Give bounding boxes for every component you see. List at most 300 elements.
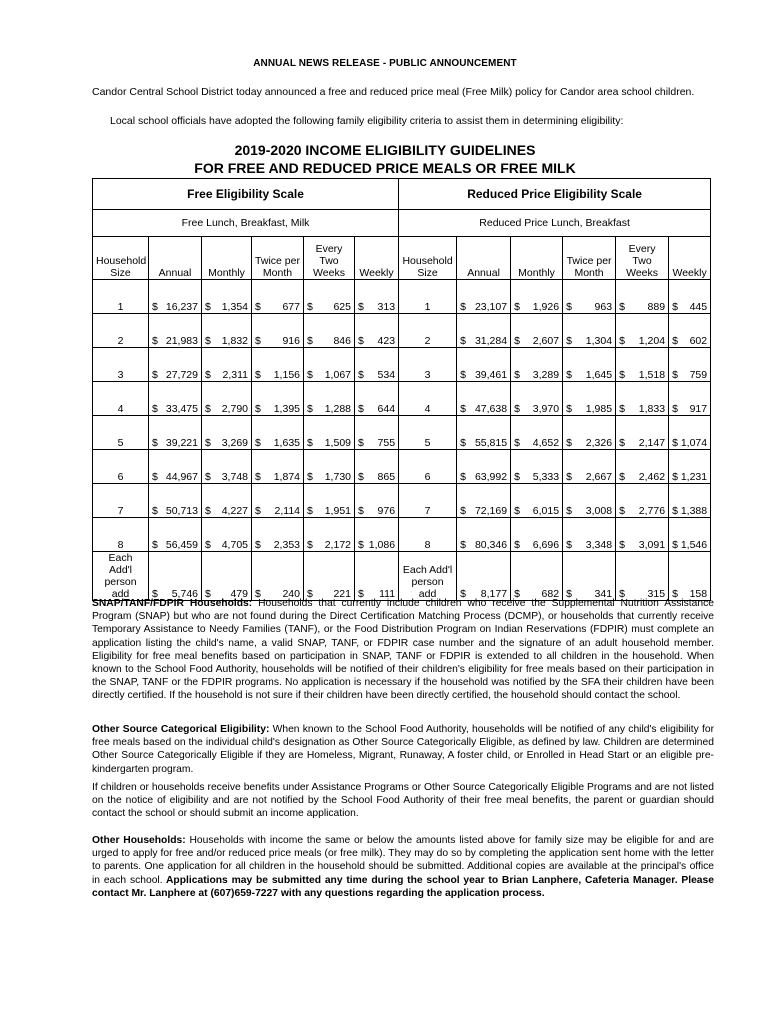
reduced-twice-cell — [563, 450, 616, 484]
amount: 2,172 — [324, 539, 351, 551]
amount: 677 — [282, 301, 300, 313]
amount: 4,705 — [221, 539, 248, 551]
reduced-header-size: Household Size — [399, 237, 457, 280]
reduced-header-annual: Annual — [457, 237, 511, 280]
amount: 2,462 — [638, 471, 666, 483]
currency-symbol: $ — [307, 539, 313, 551]
free-every-cell — [304, 484, 355, 518]
free-header-monthly: Monthly — [202, 237, 252, 280]
currency-symbol: $ — [672, 588, 678, 600]
currency-symbol: $ — [460, 301, 466, 313]
amount: 644 — [377, 403, 396, 415]
currency-symbol: $ — [255, 539, 261, 551]
other-source-body: When known to the School Food Authority, households will be notified of any child's eligibility for free meals based on the individual child's designation as Other Source Categorically Eligible, as defined by law. Children are determined Other Source Categorically Eligible if they are Homeless, Migrant, Runaway, A foster child, or Enrolled in Head Start or an eligible pre-kindergarten program. — [92, 724, 715, 775]
reduced-monthly-cell — [511, 518, 563, 552]
reduced-header-every: Every Two Weeks — [616, 237, 669, 280]
free-every-cell — [304, 314, 355, 348]
free-weekly-cell — [355, 348, 399, 382]
currency-symbol: $ — [460, 505, 466, 517]
amount: 3,348 — [585, 539, 613, 551]
free-monthly-cell — [202, 314, 252, 348]
free-weekly-cell — [355, 416, 399, 450]
currency-symbol: $ — [672, 505, 678, 517]
free-additional-person-label: Each Add'l person add — [93, 552, 149, 601]
reduced-annual-cell — [457, 518, 511, 552]
free-header-twice: Twice per Month — [252, 237, 304, 280]
reduced-twice-cell — [563, 280, 616, 314]
amount: 1,730 — [324, 471, 351, 483]
currency-symbol: $ — [566, 301, 572, 313]
free-every-cell — [304, 518, 355, 552]
currency-symbol: $ — [672, 437, 678, 449]
free-every-cell — [304, 382, 355, 416]
currency-symbol: $ — [358, 471, 364, 483]
amount: 2,790 — [221, 403, 248, 415]
amount: 2,776 — [638, 505, 666, 517]
amount: 2,147 — [638, 437, 666, 449]
reduced-monthly-cell — [511, 280, 563, 314]
currency-symbol: $ — [152, 403, 158, 415]
amount: 50,713 — [165, 505, 198, 517]
currency-symbol: $ — [460, 471, 466, 483]
amount: 72,169 — [474, 505, 508, 517]
snap-paragraph — [92, 597, 714, 703]
reduced-twice-cell — [563, 382, 616, 416]
amount: 3,289 — [532, 369, 560, 381]
currency-symbol: $ — [152, 539, 158, 551]
reduced-twice-cell — [563, 484, 616, 518]
reduced-weekly-cell — [669, 280, 711, 314]
reduced-weekly-cell — [669, 314, 711, 348]
free-annual-cell — [149, 314, 202, 348]
currency-symbol: $ — [619, 539, 625, 551]
amount: 1,086 — [368, 539, 396, 551]
currency-symbol: $ — [619, 471, 625, 483]
currency-symbol: $ — [460, 335, 466, 347]
free-add-twice-cell — [252, 552, 304, 601]
amount: 341 — [594, 588, 613, 600]
free-scale-title: Free Eligibility Scale — [93, 179, 399, 210]
reduced-twice-cell — [563, 416, 616, 450]
reduced-add-every-cell — [616, 552, 669, 601]
reduced-scale-subtitle: Reduced Price Lunch, Breakfast — [399, 210, 711, 237]
amount: 759 — [689, 369, 708, 381]
amount: 2,114 — [274, 505, 300, 517]
table-row — [93, 450, 711, 484]
amount: 4,227 — [221, 505, 248, 517]
amount: 963 — [594, 301, 613, 313]
currency-symbol: $ — [566, 437, 572, 449]
amount: 1,645 — [585, 369, 613, 381]
currency-symbol: $ — [255, 505, 261, 517]
reduced-household-size: 3 — [399, 348, 457, 382]
currency-symbol: $ — [255, 471, 261, 483]
amount: 1,874 — [273, 471, 300, 483]
amount: 39,221 — [165, 437, 198, 449]
amount: 602 — [689, 335, 708, 347]
free-twice-cell — [252, 484, 304, 518]
currency-symbol: $ — [514, 335, 520, 347]
amount: 1,985 — [585, 403, 613, 415]
currency-symbol: $ — [514, 539, 520, 551]
free-monthly-cell — [202, 518, 252, 552]
amount: 8,177 — [480, 588, 508, 600]
free-twice-cell — [252, 450, 304, 484]
currency-symbol: $ — [672, 403, 678, 415]
currency-symbol: $ — [255, 403, 261, 415]
currency-symbol: $ — [514, 301, 520, 313]
reduced-weekly-cell — [669, 416, 711, 450]
currency-symbol: $ — [619, 301, 625, 313]
currency-symbol: $ — [514, 369, 520, 381]
table-row — [93, 518, 711, 552]
amount: 1,156 — [273, 369, 300, 381]
reduced-monthly-cell — [511, 382, 563, 416]
free-annual-cell — [149, 348, 202, 382]
free-annual-cell — [149, 484, 202, 518]
currency-symbol: $ — [619, 505, 625, 517]
free-weekly-cell — [355, 314, 399, 348]
currency-symbol: $ — [152, 369, 158, 381]
other-households-heading: Other Households: — [92, 835, 186, 846]
table-row — [93, 416, 711, 450]
amount: 315 — [647, 588, 666, 600]
amount: 479 — [230, 588, 248, 600]
reduced-every-cell — [616, 280, 669, 314]
free-every-cell — [304, 348, 355, 382]
additional-person-row — [93, 552, 711, 601]
free-household-size: 2 — [93, 314, 149, 348]
currency-symbol: $ — [672, 539, 678, 551]
reduced-household-size: 4 — [399, 382, 457, 416]
reduced-annual-cell — [457, 484, 511, 518]
currency-symbol: $ — [205, 539, 211, 551]
currency-symbol: $ — [205, 335, 211, 347]
amount: 6,696 — [532, 539, 560, 551]
amount: 1,067 — [324, 369, 351, 381]
free-annual-cell — [149, 450, 202, 484]
currency-symbol: $ — [255, 588, 261, 600]
reduced-annual-cell — [457, 348, 511, 382]
currency-symbol: $ — [205, 505, 211, 517]
amount: 1,354 — [221, 301, 248, 313]
free-add-weekly-cell — [355, 552, 399, 601]
amount: 1,288 — [324, 403, 351, 415]
free-add-annual-cell — [149, 552, 202, 601]
reduced-household-size: 8 — [399, 518, 457, 552]
currency-symbol: $ — [255, 369, 261, 381]
amount: 1,074 — [680, 437, 708, 449]
currency-symbol: $ — [205, 403, 211, 415]
free-add-every-cell — [304, 552, 355, 601]
amount: 1,395 — [273, 403, 300, 415]
other-households-body: Households with income the same or below the amounts listed above for family size may be eligible for and are urged to apply for free and/or reduced price meals (or free milk). They may do so by completing the application sent home with the letter to parents. One application for all children in the household should be submitted. Additional copies are available at the principal's office in each school. — [92, 835, 714, 886]
currency-symbol: $ — [307, 301, 313, 313]
amount: 33,475 — [165, 403, 198, 415]
currency-symbol: $ — [307, 335, 313, 347]
reduced-household-size: 5 — [399, 416, 457, 450]
reduced-add-monthly-cell — [511, 552, 563, 601]
amount: 3,091 — [638, 539, 666, 551]
reduced-every-cell — [616, 314, 669, 348]
currency-symbol: $ — [358, 505, 364, 517]
amount: 976 — [377, 505, 396, 517]
release-label: ANNUAL NEWS RELEASE - PUBLIC ANNOUNCEMENT — [253, 58, 517, 69]
currency-symbol: $ — [460, 403, 466, 415]
currency-symbol: $ — [255, 437, 261, 449]
amount: 1,635 — [273, 437, 300, 449]
amount: 6,015 — [532, 505, 560, 517]
notice-body: If children or households receive benefits under Assistance Programs or Other Source Categorically Eligible Programs and are not listed on the notice of eligibility and are not notified by the School Food Authority of their free meal benefits, the parent or guardian should contact the school or should submit an income application. — [92, 782, 714, 820]
amount: 625 — [333, 301, 351, 313]
amount: 755 — [377, 437, 396, 449]
amount: 1,231 — [680, 471, 708, 483]
currency-symbol: $ — [307, 437, 313, 449]
reduced-annual-cell — [457, 416, 511, 450]
eligibility-table — [92, 178, 711, 601]
application-contact: Applications may be submitted any time during the school year to Brian Lanphere, Cafeteria Manager. Please contact Mr. Lanphere at (607)659-7227 with any questions regarding the application process. — [92, 874, 714, 899]
reduced-weekly-cell — [669, 450, 711, 484]
reduced-weekly-cell — [669, 518, 711, 552]
amount: 917 — [689, 403, 708, 415]
reduced-household-size: 6 — [399, 450, 457, 484]
reduced-header-weekly: Weekly — [669, 237, 711, 280]
free-household-size: 7 — [93, 484, 149, 518]
free-household-size: 1 — [93, 280, 149, 314]
currency-symbol: $ — [255, 335, 261, 347]
currency-symbol: $ — [672, 301, 678, 313]
table-row — [93, 382, 711, 416]
reduced-monthly-cell — [511, 484, 563, 518]
free-annual-cell — [149, 518, 202, 552]
amount: 682 — [541, 588, 560, 600]
amount: 31,284 — [474, 335, 508, 347]
currency-symbol: $ — [205, 301, 211, 313]
amount: 1,388 — [680, 505, 708, 517]
currency-symbol: $ — [205, 437, 211, 449]
currency-symbol: $ — [152, 505, 158, 517]
amount: 2,353 — [273, 539, 300, 551]
reduced-header-twice: Twice per Month — [563, 237, 616, 280]
amount: 2,311 — [222, 369, 248, 381]
amount: 534 — [377, 369, 396, 381]
amount: 2,607 — [532, 335, 560, 347]
amount: 3,748 — [221, 471, 248, 483]
free-weekly-cell — [355, 382, 399, 416]
reduced-every-cell — [616, 450, 669, 484]
free-header-weekly: Weekly — [355, 237, 399, 280]
reduced-annual-cell — [457, 280, 511, 314]
table-row — [93, 280, 711, 314]
currency-symbol: $ — [619, 369, 625, 381]
currency-symbol: $ — [619, 403, 625, 415]
currency-symbol: $ — [566, 403, 572, 415]
amount: 1,509 — [324, 437, 351, 449]
reduced-twice-cell — [563, 314, 616, 348]
reduced-header-monthly: Monthly — [511, 237, 563, 280]
reduced-weekly-cell — [669, 484, 711, 518]
free-twice-cell — [252, 518, 304, 552]
free-household-size: 3 — [93, 348, 149, 382]
currency-symbol: $ — [514, 437, 520, 449]
amount: 16,237 — [165, 301, 198, 313]
table-row — [93, 314, 711, 348]
currency-symbol: $ — [566, 588, 572, 600]
currency-symbol: $ — [514, 471, 520, 483]
amount: 1,204 — [638, 335, 666, 347]
amount: 916 — [282, 335, 300, 347]
amount: 5,333 — [532, 471, 560, 483]
amount: 1,518 — [638, 369, 666, 381]
free-monthly-cell — [202, 280, 252, 314]
currency-symbol: $ — [358, 588, 364, 600]
currency-symbol: $ — [307, 471, 313, 483]
currency-symbol: $ — [460, 437, 466, 449]
amount: 3,008 — [585, 505, 613, 517]
currency-symbol: $ — [672, 369, 678, 381]
other-source-heading: Other Source Categorical Eligibility: — [92, 724, 270, 735]
currency-symbol: $ — [566, 471, 572, 483]
amount: 47,638 — [474, 403, 508, 415]
amount: 21,983 — [165, 335, 198, 347]
currency-symbol: $ — [205, 369, 211, 381]
currency-symbol: $ — [358, 369, 364, 381]
reduced-monthly-cell — [511, 348, 563, 382]
currency-symbol: $ — [358, 301, 364, 313]
reduced-weekly-cell — [669, 382, 711, 416]
free-header-every: Every Two Weeks — [304, 237, 355, 280]
amount: 80,346 — [474, 539, 508, 551]
amount: 56,459 — [165, 539, 198, 551]
reduced-add-twice-cell — [563, 552, 616, 601]
amount: 2,326 — [585, 437, 613, 449]
currency-symbol: $ — [152, 588, 158, 600]
currency-symbol: $ — [358, 437, 364, 449]
currency-symbol: $ — [152, 437, 158, 449]
reduced-scale-title: Reduced Price Eligibility Scale — [399, 179, 711, 210]
reduced-annual-cell — [457, 382, 511, 416]
amount: 27,729 — [165, 369, 198, 381]
amount: 846 — [333, 335, 351, 347]
currency-symbol: $ — [152, 471, 158, 483]
notice-paragraph — [92, 781, 714, 821]
free-header-annual: Annual — [149, 237, 202, 280]
other-source-paragraph — [92, 723, 714, 776]
amount: 889 — [647, 301, 666, 313]
table-row — [93, 484, 711, 518]
free-annual-cell — [149, 382, 202, 416]
reduced-household-size: 7 — [399, 484, 457, 518]
amount: 3,269 — [221, 437, 248, 449]
free-monthly-cell — [202, 382, 252, 416]
free-household-size: 4 — [93, 382, 149, 416]
amount: 313 — [377, 301, 396, 313]
free-twice-cell — [252, 348, 304, 382]
free-monthly-cell — [202, 450, 252, 484]
reduced-monthly-cell — [511, 314, 563, 348]
reduced-weekly-cell — [669, 348, 711, 382]
amount: 23,107 — [474, 301, 508, 313]
amount: 1,832 — [221, 335, 248, 347]
reduced-add-annual-cell — [457, 552, 511, 601]
currency-symbol: $ — [460, 539, 466, 551]
amount: 1,546 — [680, 539, 708, 551]
free-monthly-cell — [202, 484, 252, 518]
reduced-household-size: 1 — [399, 280, 457, 314]
reduced-monthly-cell — [511, 450, 563, 484]
amount: 1,951 — [324, 505, 351, 517]
reduced-monthly-cell — [511, 416, 563, 450]
amount: 865 — [377, 471, 396, 483]
amount: 1,833 — [638, 403, 666, 415]
table-row — [93, 348, 711, 382]
free-every-cell — [304, 416, 355, 450]
reduced-every-cell — [616, 348, 669, 382]
free-annual-cell — [149, 416, 202, 450]
reduced-every-cell — [616, 416, 669, 450]
reduced-household-size: 2 — [399, 314, 457, 348]
amount: 1,304 — [585, 335, 613, 347]
amount: 423 — [377, 335, 396, 347]
currency-symbol: $ — [566, 539, 572, 551]
free-weekly-cell — [355, 518, 399, 552]
free-every-cell — [304, 280, 355, 314]
amount: 5,746 — [171, 588, 198, 600]
amount: 111 — [379, 588, 396, 600]
currency-symbol: $ — [205, 471, 211, 483]
amount: 39,461 — [474, 369, 508, 381]
column-header-row — [93, 237, 711, 280]
free-household-size: 5 — [93, 416, 149, 450]
free-twice-cell — [252, 314, 304, 348]
free-weekly-cell — [355, 484, 399, 518]
guidelines-subtitle: FOR FREE AND REDUCED PRICE MEALS OR FREE MILK — [194, 160, 576, 176]
other-households-paragraph — [92, 834, 714, 900]
amount: 55,815 — [474, 437, 508, 449]
currency-symbol: $ — [358, 539, 364, 551]
free-household-size: 8 — [93, 518, 149, 552]
currency-symbol: $ — [205, 588, 211, 600]
currency-symbol: $ — [619, 588, 625, 600]
currency-symbol: $ — [566, 335, 572, 347]
free-twice-cell — [252, 280, 304, 314]
snap-heading: SNAP/TANF/FDPIR Households: — [92, 598, 253, 609]
reduced-twice-cell — [563, 348, 616, 382]
free-monthly-cell — [202, 416, 252, 450]
amount: 63,992 — [474, 471, 508, 483]
amount: 44,967 — [165, 471, 198, 483]
amount: 221 — [333, 588, 351, 600]
currency-symbol: $ — [307, 403, 313, 415]
free-weekly-cell — [355, 450, 399, 484]
amount: 3,970 — [532, 403, 560, 415]
amount: 2,667 — [585, 471, 613, 483]
amount: 240 — [282, 588, 300, 600]
currency-symbol: $ — [672, 471, 678, 483]
free-annual-cell — [149, 280, 202, 314]
free-twice-cell — [252, 382, 304, 416]
currency-symbol: $ — [307, 588, 313, 600]
free-weekly-cell — [355, 280, 399, 314]
reduced-every-cell — [616, 382, 669, 416]
currency-symbol: $ — [514, 588, 520, 600]
free-every-cell — [304, 450, 355, 484]
amount: 4,652 — [532, 437, 560, 449]
free-monthly-cell — [202, 348, 252, 382]
intro-criteria-text: Local school officials have adopted the following family eligibility criteria to assist them in determining eligibility: — [110, 115, 624, 127]
reduced-annual-cell — [457, 450, 511, 484]
amount: 1,926 — [532, 301, 560, 313]
